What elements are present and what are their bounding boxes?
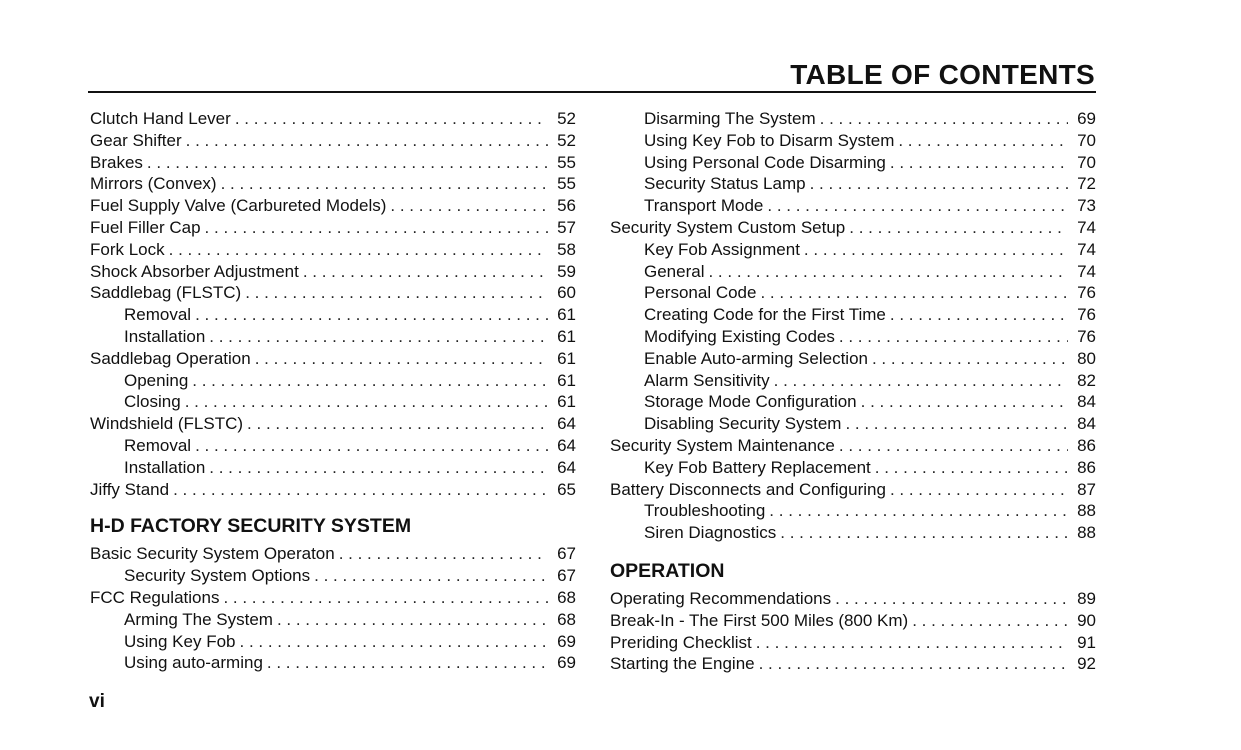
toc-entry[interactable] xyxy=(610,479,1096,501)
dot-leader xyxy=(240,631,549,653)
dot-leader xyxy=(912,610,1068,632)
toc-entry-page: 76 xyxy=(1077,326,1096,346)
toc-entry[interactable] xyxy=(610,239,1096,261)
toc-entry[interactable] xyxy=(610,632,1096,654)
toc-entry[interactable] xyxy=(610,500,1096,522)
toc-entry-label: FCC Regulations xyxy=(90,587,220,607)
toc-entry-page: 82 xyxy=(1077,370,1096,390)
toc-entry-label: Key Fob Assignment xyxy=(644,239,800,259)
toc-entry[interactable] xyxy=(90,457,576,479)
toc-group xyxy=(90,543,576,674)
toc-entry-label: Security Status Lamp xyxy=(644,174,806,194)
dot-leader xyxy=(774,370,1068,392)
dot-leader xyxy=(390,195,548,217)
toc-entry[interactable] xyxy=(610,391,1096,413)
dot-leader xyxy=(769,500,1068,522)
toc-entry-label: Saddlebag (FLSTC) xyxy=(90,283,242,303)
toc-entry[interactable] xyxy=(90,195,576,217)
toc-entry[interactable] xyxy=(610,370,1096,392)
dot-leader xyxy=(192,370,548,392)
toc-entry-label: Personal Code xyxy=(644,283,757,303)
dot-leader xyxy=(839,326,1068,348)
toc-entry-label: Removal xyxy=(124,435,192,455)
toc-group xyxy=(610,108,1096,544)
toc-entry[interactable] xyxy=(90,217,576,239)
toc-entry[interactable] xyxy=(610,304,1096,326)
toc-entry[interactable] xyxy=(90,609,576,631)
toc-entry-label: Installation xyxy=(124,326,206,346)
dot-leader xyxy=(185,391,548,413)
toc-entry[interactable] xyxy=(90,565,576,587)
toc-entry-label: Mirrors (Convex) xyxy=(90,174,217,194)
right-column xyxy=(610,108,1096,675)
dot-leader xyxy=(898,130,1068,152)
toc-entry-label: Removal xyxy=(124,305,192,325)
toc-entry-label: Arming The System xyxy=(124,609,273,629)
dot-leader xyxy=(890,479,1068,501)
toc-entry-page: 58 xyxy=(557,239,576,259)
toc-entry[interactable] xyxy=(90,326,576,348)
toc-entry[interactable] xyxy=(90,543,576,565)
dot-leader xyxy=(849,217,1068,239)
toc-entry-page: 57 xyxy=(557,217,576,237)
dot-leader xyxy=(890,152,1068,174)
toc-entry-label: Preriding Checklist xyxy=(610,632,752,652)
dot-leader xyxy=(839,435,1068,457)
toc-entry-page: 90 xyxy=(1077,610,1096,630)
toc-entry-page: 70 xyxy=(1077,152,1096,172)
toc-entry-label: Using auto-arming xyxy=(124,653,263,673)
dot-leader xyxy=(169,239,548,261)
dot-leader xyxy=(186,130,548,152)
toc-entry-page: 61 xyxy=(557,348,576,368)
toc-entry-label: Transport Mode xyxy=(644,196,764,216)
toc-entry-page: 61 xyxy=(557,326,576,346)
dot-leader xyxy=(314,565,548,587)
dot-leader xyxy=(890,304,1068,326)
toc-entry[interactable] xyxy=(610,610,1096,632)
dot-leader xyxy=(205,217,548,239)
toc-entry-page: 92 xyxy=(1077,654,1096,674)
toc-entry-page: 88 xyxy=(1077,501,1096,521)
dot-leader xyxy=(277,609,548,631)
dot-leader xyxy=(195,304,548,326)
toc-entry[interactable] xyxy=(610,152,1096,174)
toc-entry[interactable] xyxy=(90,130,576,152)
toc-entry-label: Modifying Existing Codes xyxy=(644,326,835,346)
dot-leader xyxy=(147,152,548,174)
toc-entry-label: Saddlebag Operation xyxy=(90,348,251,368)
toc-entry[interactable] xyxy=(610,108,1096,130)
toc-entry-page: 74 xyxy=(1077,261,1096,281)
toc-entry[interactable] xyxy=(90,261,576,283)
toc-group xyxy=(90,108,576,500)
toc-entry-page: 67 xyxy=(557,566,576,586)
dot-leader xyxy=(339,543,548,565)
toc-entry-label: Fuel Filler Cap xyxy=(90,217,201,237)
toc-entry-page: 76 xyxy=(1077,283,1096,303)
toc-entry[interactable] xyxy=(90,479,576,501)
dot-leader xyxy=(267,652,548,674)
toc-entry-label: Basic Security System Operaton xyxy=(90,544,335,564)
toc-entry[interactable] xyxy=(90,435,576,457)
dot-leader xyxy=(223,587,548,609)
toc-entry-page: 67 xyxy=(557,544,576,564)
toc-entry-page: 80 xyxy=(1077,348,1096,368)
toc-entry[interactable] xyxy=(610,217,1096,239)
toc-entry-page: 84 xyxy=(1077,392,1096,412)
toc-entry-label: Security System Options xyxy=(124,566,311,586)
section-heading-operation: OPERATION xyxy=(610,559,725,582)
toc-entry[interactable] xyxy=(610,282,1096,304)
toc-entry-page: 86 xyxy=(1077,457,1096,477)
toc-entry-page: 65 xyxy=(557,479,576,499)
dot-leader xyxy=(875,457,1068,479)
dot-leader xyxy=(861,391,1068,413)
toc-entry[interactable] xyxy=(90,173,576,195)
toc-entry-label: Brakes xyxy=(90,152,143,172)
dot-leader xyxy=(845,413,1068,435)
toc-entry-label: Troubleshooting xyxy=(644,501,766,521)
toc-entry-page: 68 xyxy=(557,609,576,629)
dot-leader xyxy=(209,457,548,479)
toc-entry[interactable] xyxy=(90,587,576,609)
dot-leader xyxy=(221,173,548,195)
toc-entry-page: 52 xyxy=(557,130,576,150)
toc-entry-page: 61 xyxy=(557,392,576,412)
toc-entry-label: Operating Recommendations xyxy=(610,588,832,608)
toc-entry-label: Gear Shifter xyxy=(90,130,182,150)
toc-entry-label: Installation xyxy=(124,457,206,477)
title-rule xyxy=(88,91,1096,93)
dot-leader xyxy=(780,522,1068,544)
toc-entry-label: Shock Absorber Adjustment xyxy=(90,261,299,281)
toc-entry-label: Jiffy Stand xyxy=(90,479,170,499)
toc-entry-label: Clutch Hand Lever xyxy=(90,109,231,128)
left-column xyxy=(90,108,576,674)
dot-leader xyxy=(255,348,548,370)
dot-leader xyxy=(195,435,548,457)
toc-entry-page: 72 xyxy=(1077,174,1096,194)
toc-group xyxy=(610,588,1096,675)
dot-leader xyxy=(708,261,1068,283)
page-title: TABLE OF CONTENTS xyxy=(790,59,1095,90)
page-number: vi xyxy=(89,691,105,712)
toc-entry-page: 88 xyxy=(1077,523,1096,543)
toc-entry-label: Starting the Engine xyxy=(610,654,755,674)
toc-entry[interactable] xyxy=(610,588,1096,610)
toc-entry-page: 74 xyxy=(1077,217,1096,237)
toc-entry-page: 69 xyxy=(557,653,576,673)
toc-entry-page: 52 xyxy=(557,109,576,128)
toc-entry-label: Security System Maintenance xyxy=(610,435,835,455)
toc-entry-label: Opening xyxy=(124,370,189,390)
dot-leader xyxy=(804,239,1068,261)
section-heading-security: H-D FACTORY SECURITY SYSTEM xyxy=(90,515,412,538)
toc-entry[interactable] xyxy=(90,239,576,261)
toc-entry-page: 55 xyxy=(557,174,576,194)
toc-entry[interactable] xyxy=(90,282,576,304)
toc-entry[interactable] xyxy=(90,631,576,653)
toc-entry-label: Enable Auto-arming Selection xyxy=(644,348,868,368)
toc-entry-label: Disarming The System xyxy=(644,109,816,128)
toc-entry[interactable] xyxy=(610,261,1096,283)
toc-entry-label: Windshield (FLSTC) xyxy=(90,414,244,434)
toc-entry[interactable] xyxy=(90,108,576,130)
toc-entry-page: 55 xyxy=(557,152,576,172)
toc-entry-page: 69 xyxy=(557,631,576,651)
toc-entry[interactable] xyxy=(90,152,576,174)
dot-leader xyxy=(235,108,548,130)
dot-leader xyxy=(820,108,1068,130)
dot-leader xyxy=(835,588,1068,610)
toc-entry[interactable] xyxy=(90,348,576,370)
toc-entry-label: Fuel Supply Valve (Carbureted Models) xyxy=(90,196,387,216)
toc-entry-label: Key Fob Battery Replacement xyxy=(644,457,871,477)
toc-entry-label: Siren Diagnostics xyxy=(644,523,777,543)
toc-entry[interactable] xyxy=(610,348,1096,370)
toc-entry-page: 76 xyxy=(1077,305,1096,325)
toc-entry-page: 59 xyxy=(557,261,576,281)
dot-leader xyxy=(247,413,548,435)
toc-entry[interactable] xyxy=(610,130,1096,152)
toc-entry-page: 64 xyxy=(557,457,576,477)
toc-entry-page: 69 xyxy=(1077,109,1096,128)
toc-entry-page: 89 xyxy=(1077,588,1096,608)
toc-entry-label: Break-In - The First 500 Miles (800 Km) xyxy=(610,610,909,630)
toc-entry-label: Using Key Fob to Disarm System xyxy=(644,130,895,150)
toc-entry[interactable] xyxy=(90,391,576,413)
dot-leader xyxy=(767,195,1068,217)
dot-leader xyxy=(303,261,548,283)
toc-entry[interactable] xyxy=(610,173,1096,195)
toc-entry[interactable] xyxy=(90,652,576,674)
toc-entry-page: 87 xyxy=(1077,479,1096,499)
toc-entry-page: 68 xyxy=(557,587,576,607)
toc-entry-page: 64 xyxy=(557,435,576,455)
dot-leader xyxy=(760,282,1068,304)
toc-entry-page: 60 xyxy=(557,283,576,303)
toc-entry-label: Using Key Fob xyxy=(124,631,236,651)
dot-leader xyxy=(245,282,548,304)
toc-entry-page: 61 xyxy=(557,305,576,325)
toc-entry[interactable] xyxy=(610,522,1096,544)
dot-leader xyxy=(872,348,1068,370)
toc-entry-page: 84 xyxy=(1077,414,1096,434)
dot-leader xyxy=(173,479,548,501)
toc-entry-page: 86 xyxy=(1077,435,1096,455)
toc-entry[interactable] xyxy=(610,653,1096,675)
toc-entry-label: Closing xyxy=(124,392,181,412)
toc-entry[interactable] xyxy=(610,457,1096,479)
toc-entry-label: Storage Mode Configuration xyxy=(644,392,857,412)
toc-entry-page: 64 xyxy=(557,414,576,434)
toc-entry-page: 73 xyxy=(1077,196,1096,216)
toc-entry-label: Using Personal Code Disarming xyxy=(644,152,886,172)
toc-entry[interactable] xyxy=(610,413,1096,435)
toc-entry-label: Battery Disconnects and Configuring xyxy=(610,479,886,499)
dot-leader xyxy=(759,653,1068,675)
toc-entry-label: General xyxy=(644,261,705,281)
dot-leader xyxy=(756,632,1068,654)
toc-entry[interactable] xyxy=(610,435,1096,457)
dot-leader xyxy=(810,173,1068,195)
toc-entry-label: Fork Lock xyxy=(90,239,165,259)
toc-entry[interactable] xyxy=(90,370,576,392)
toc-entry-page: 74 xyxy=(1077,239,1096,259)
toc-entry-page: 56 xyxy=(557,196,576,216)
toc-entry-label: Alarm Sensitivity xyxy=(644,370,770,390)
toc-entry-label: Disabling Security System xyxy=(644,414,842,434)
toc-entry-page: 61 xyxy=(557,370,576,390)
toc-entry[interactable] xyxy=(90,413,576,435)
toc-entry-label: Creating Code for the First Time xyxy=(644,305,886,325)
toc-entry-label: Security System Custom Setup xyxy=(610,217,846,237)
toc-entry-page: 91 xyxy=(1077,632,1096,652)
toc-entry[interactable] xyxy=(610,326,1096,348)
toc-entry-page: 70 xyxy=(1077,130,1096,150)
toc-entry[interactable] xyxy=(610,195,1096,217)
dot-leader xyxy=(209,326,548,348)
toc-entry[interactable] xyxy=(90,304,576,326)
